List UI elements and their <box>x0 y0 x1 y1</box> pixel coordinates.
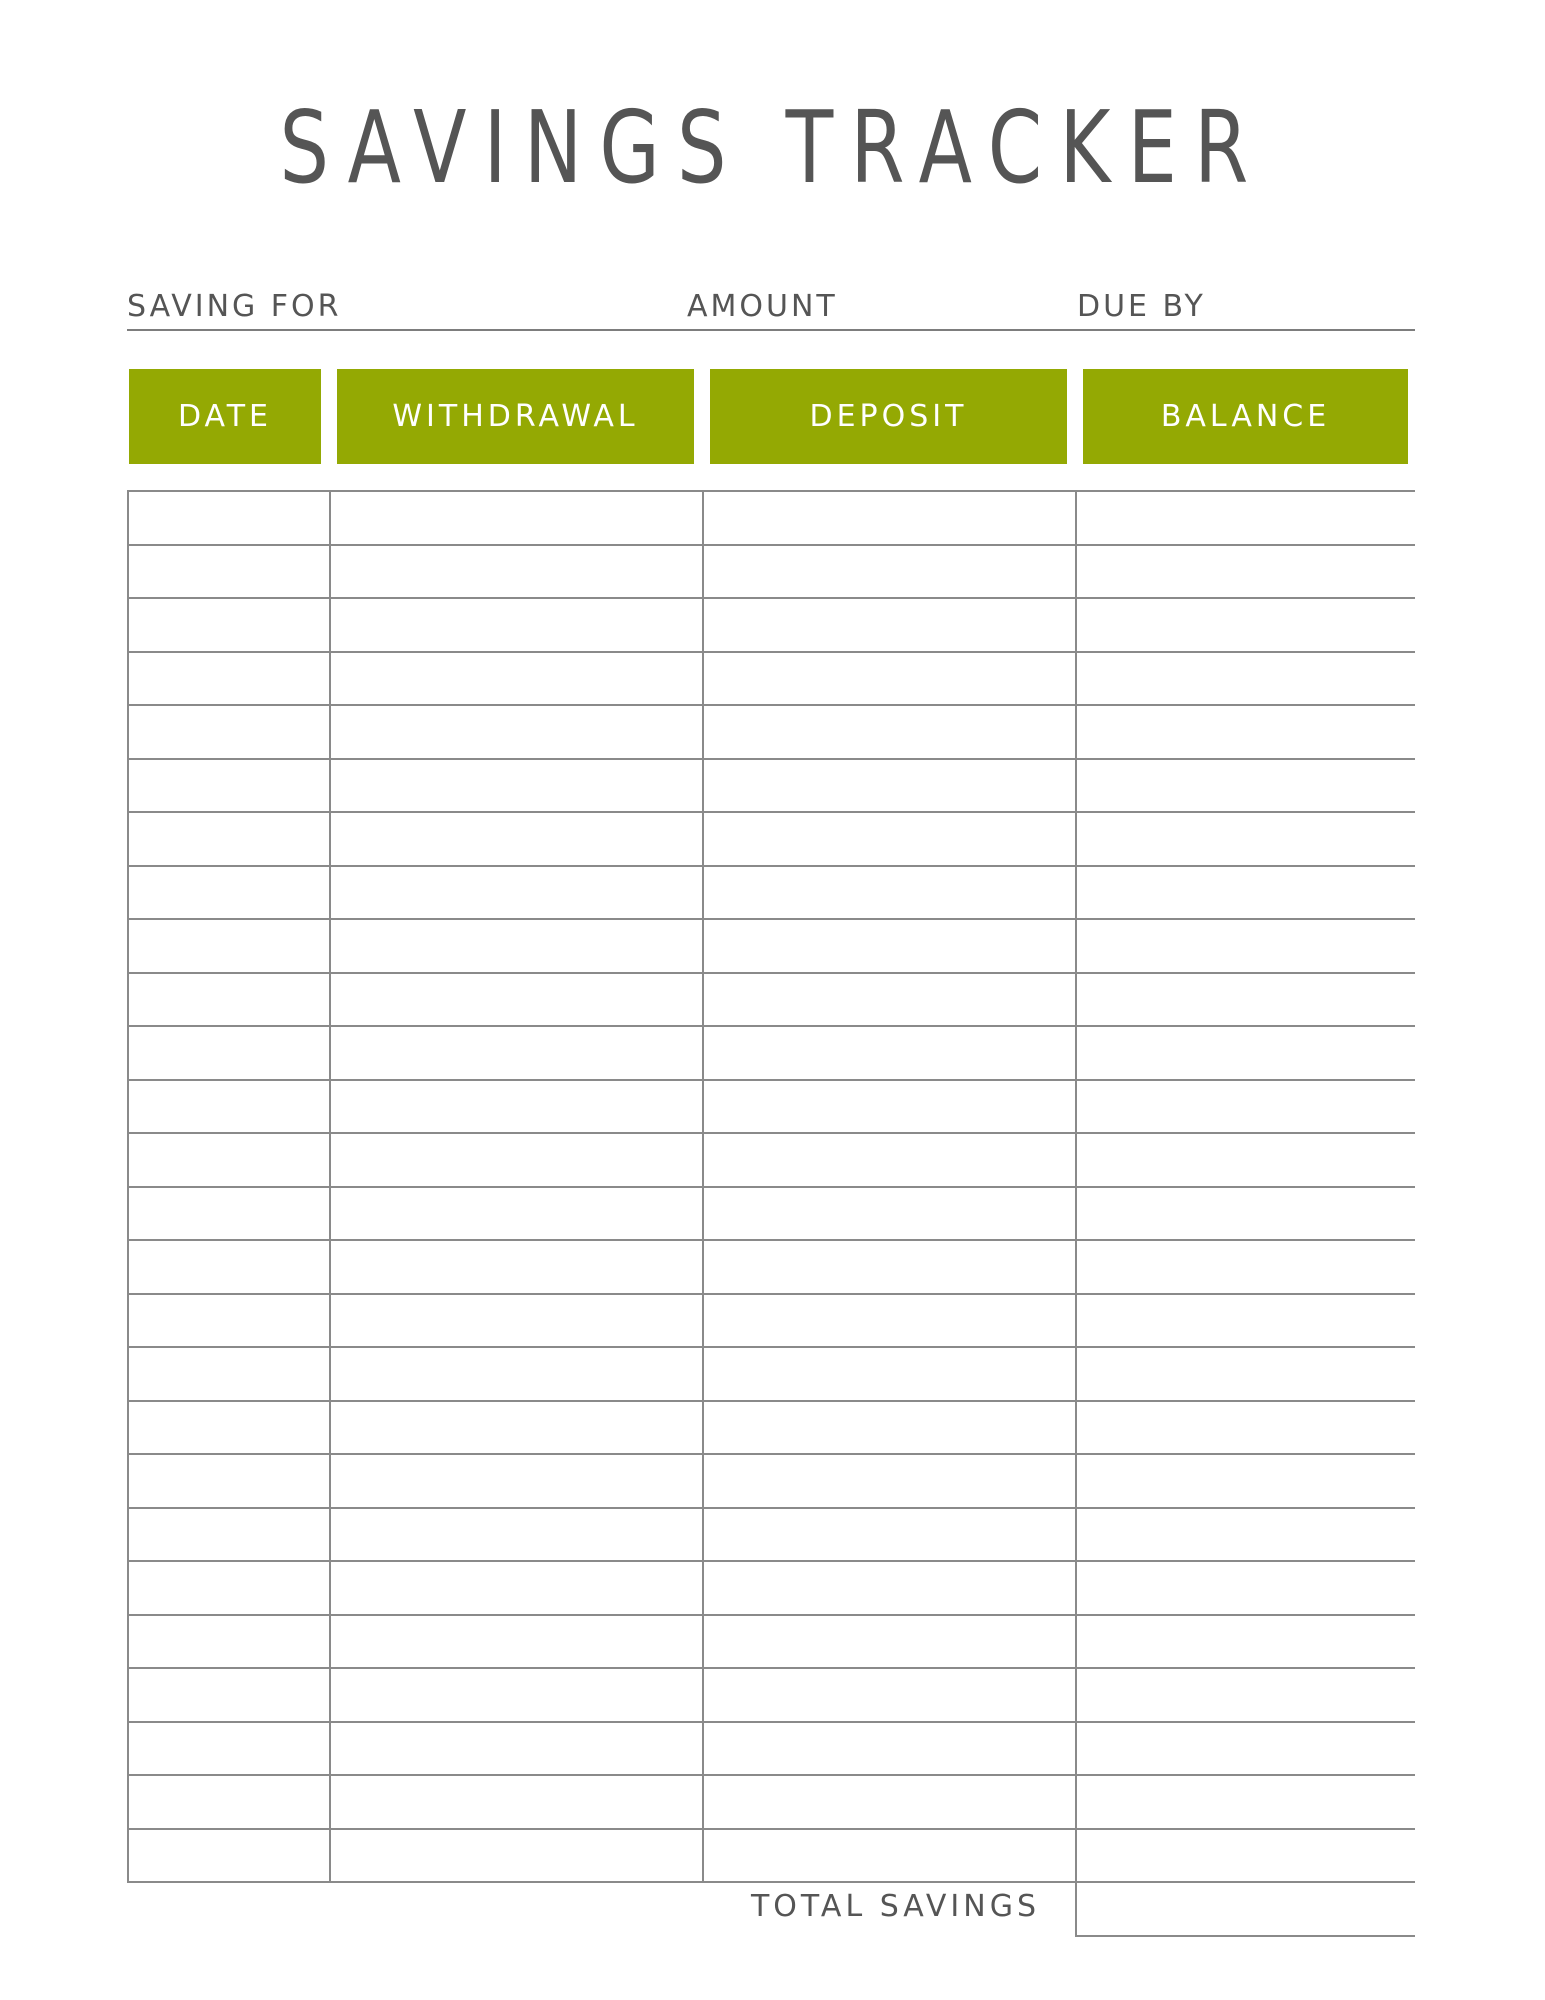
table-row-line <box>127 1400 1415 1402</box>
table-row-line <box>127 1346 1415 1348</box>
column-header-date: DATE <box>129 369 321 464</box>
total-savings-box-line[interactable] <box>1075 1935 1415 1937</box>
table-row-line <box>127 1881 1415 1883</box>
table-row-line <box>127 1132 1415 1134</box>
table-column-divider <box>127 490 129 1881</box>
table-row-line <box>127 1667 1415 1669</box>
table-row-line <box>127 1453 1415 1455</box>
table-row-line <box>127 1025 1415 1027</box>
table-row-line <box>127 1186 1415 1188</box>
table-row-line <box>127 1614 1415 1616</box>
saving-for-label: SAVING FOR <box>127 289 342 324</box>
table-column-divider <box>702 490 704 1881</box>
amount-label: AMOUNT <box>687 289 838 324</box>
table-row-line <box>127 1293 1415 1295</box>
table-row-line <box>127 865 1415 867</box>
table-row-line <box>127 544 1415 546</box>
table-row-line <box>127 1721 1415 1723</box>
table-column-divider <box>329 490 331 1881</box>
table-row-line <box>127 490 1415 492</box>
table-column-divider <box>1075 490 1077 1935</box>
column-header-deposit: DEPOSIT <box>710 369 1067 464</box>
table-row-line <box>127 1774 1415 1776</box>
table-row-line <box>127 1560 1415 1562</box>
table-row-line <box>127 811 1415 813</box>
column-header-balance: BALANCE <box>1083 369 1408 464</box>
total-savings-label: TOTAL SAVINGS <box>750 1889 1040 1924</box>
table-row-line <box>127 918 1415 920</box>
table-row-line <box>127 758 1415 760</box>
table-row-line <box>127 1239 1415 1241</box>
table-row-line <box>127 1079 1415 1081</box>
table-row-line <box>127 1507 1415 1509</box>
header-fields-line[interactable] <box>127 329 1415 331</box>
table-row-line <box>127 1828 1415 1830</box>
table-row-line <box>127 704 1415 706</box>
table-row-line <box>127 651 1415 653</box>
column-header-withdrawal: WITHDRAWAL <box>337 369 694 464</box>
table-row-line <box>127 597 1415 599</box>
page-title: SAVINGS TRACKER <box>279 89 1266 206</box>
due-by-label: DUE BY <box>1077 289 1206 324</box>
table-row-line <box>127 972 1415 974</box>
